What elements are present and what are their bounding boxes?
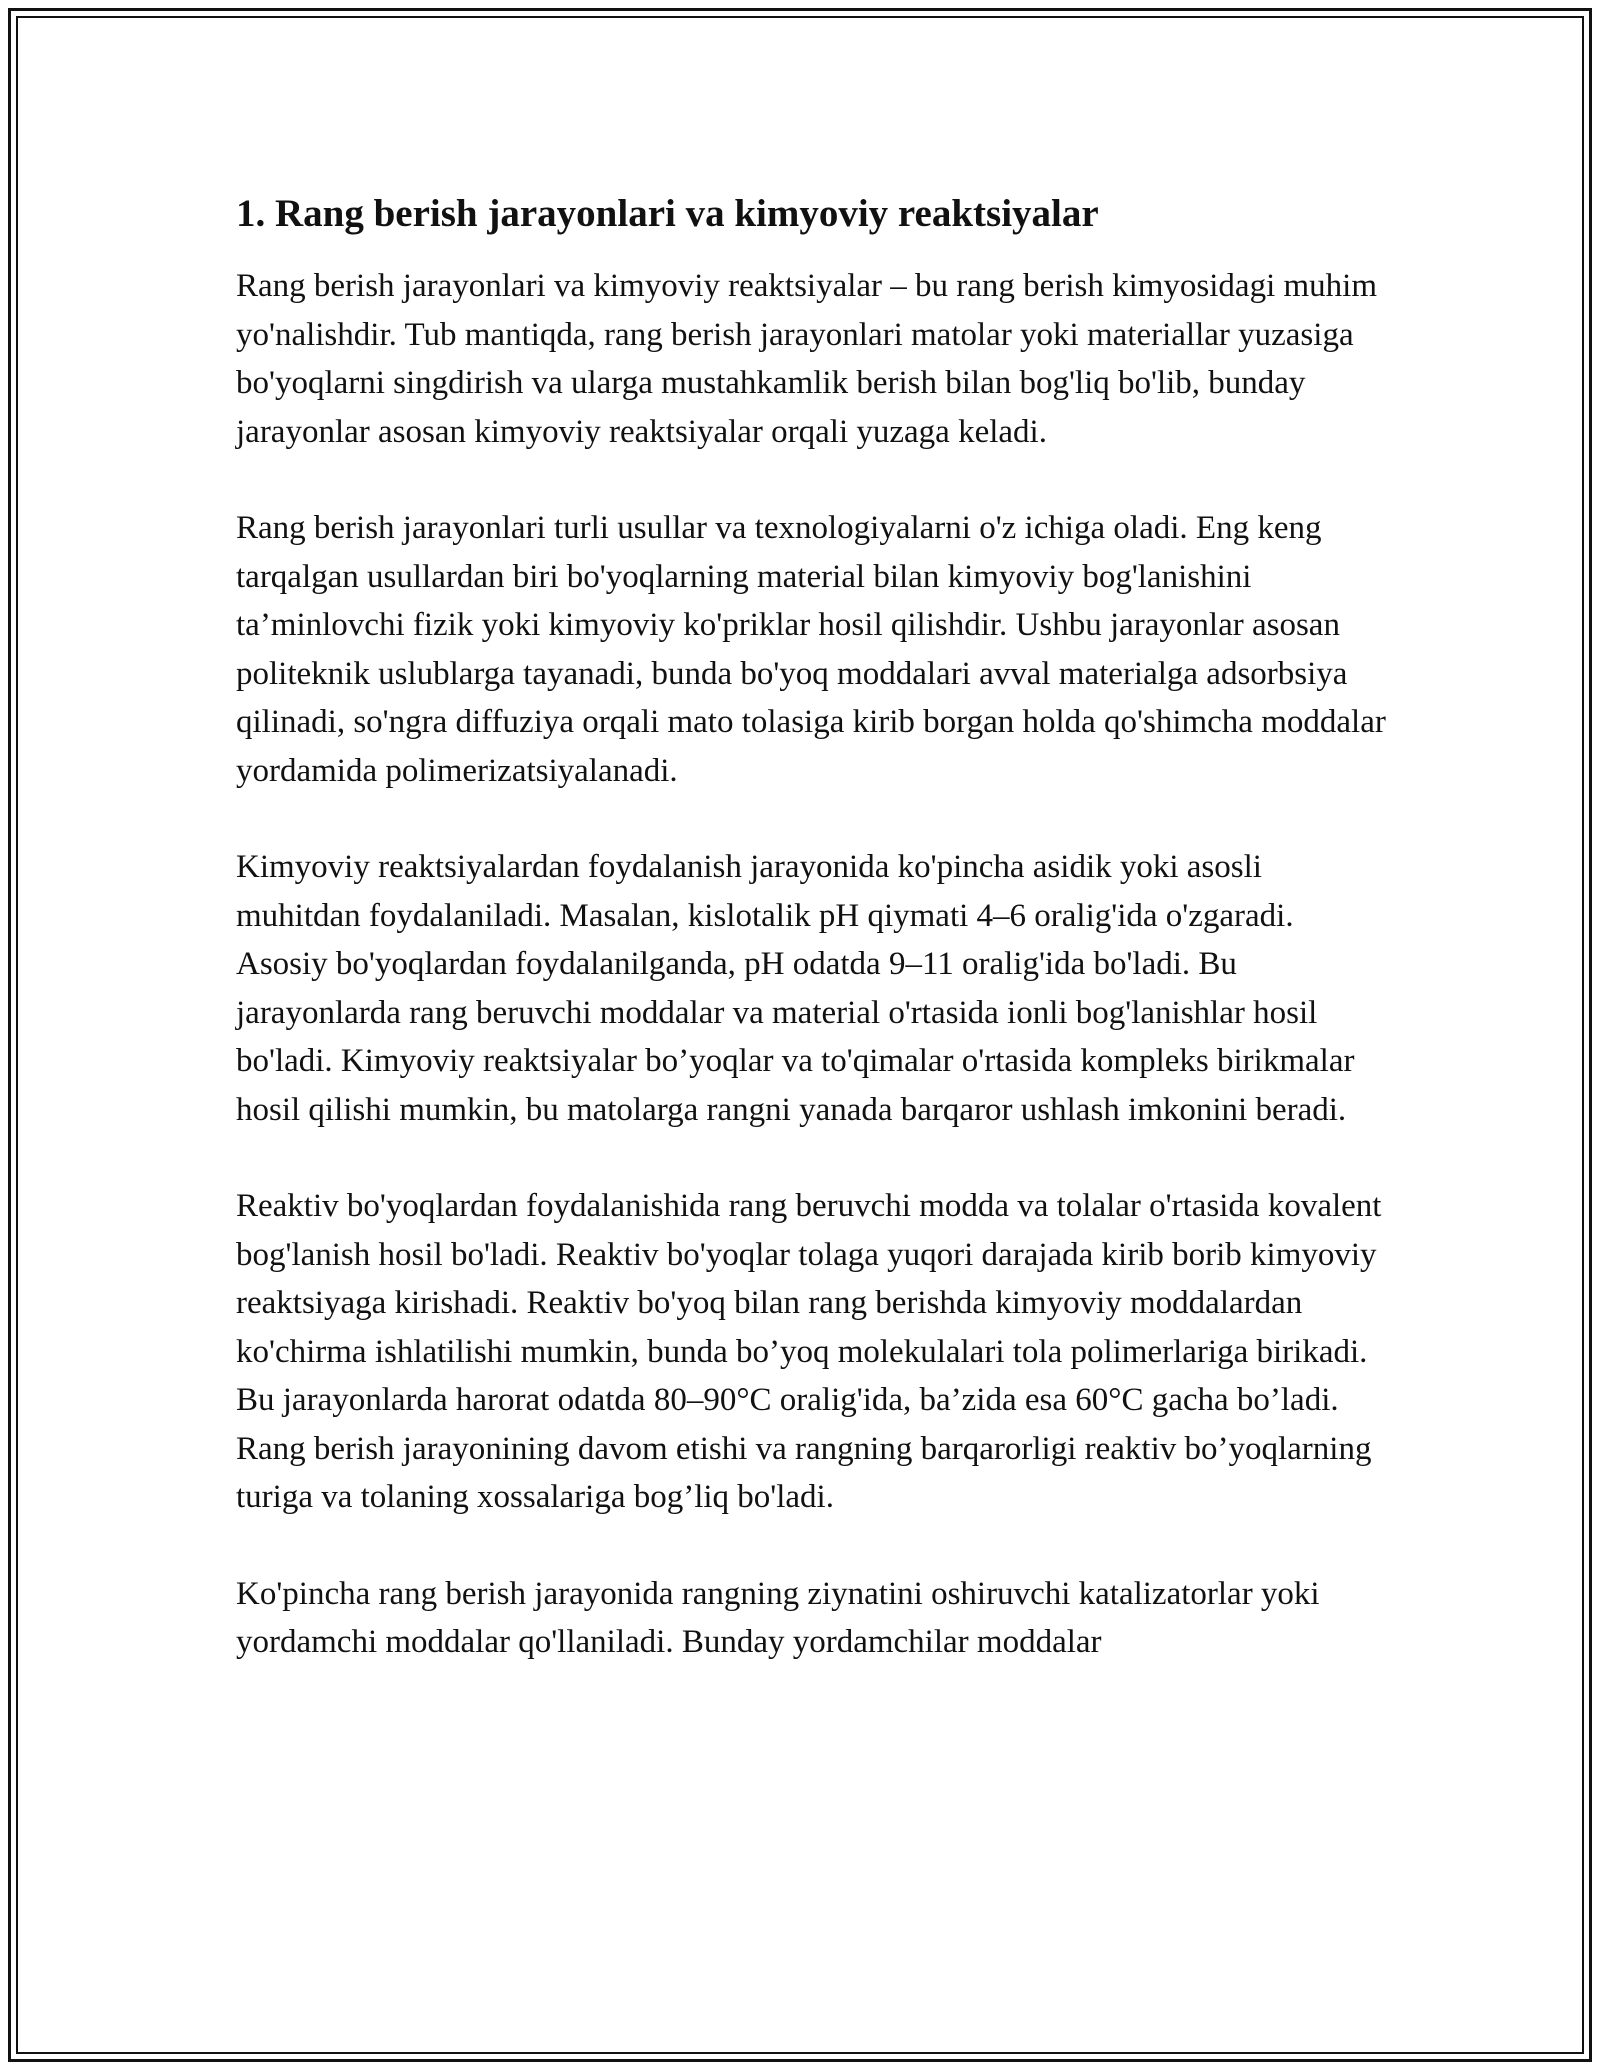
paragraph-2: Rang berish jarayonlari turli usullar va texnologiyalarni o'z ichiga oladi. Eng keng tarqalgan usullardan biri bo'yoqlarning material bilan kimyoviy bog'lanishini ta’minlovchi fizik yoki kimyoviy ko'priklar hosil qilishdir. Ushbu jarayonlar asosan politeknik uslublarga tayanadi, bunda bo'yoq moddalari avval materialga adsorbsiya qilinadi, so'ngra diffuziya orqali mato tolasiga kirib borgan holda qo'shimcha moddalar yordamida polimerizatsiyalanadi. [236, 510, 1386, 789]
paragraph-5: Ko'pincha rang berish jarayonida rangning ziynatini oshiruvchi katalizatorlar yoki yordamchi moddalar qo'llaniladi. Bunday yordamchilar moddalar [236, 1575, 1320, 1660]
paragraph-4: Reaktiv bo'yoqlardan foydalanishida rang beruvchi modda va tolalar o'rtasida kovalent bog'lanish hosil bo'ladi. Reaktiv bo'yoqlar tolaga yuqori darajada kirib borib kimyoviy reaktsiyaga kirishadi. Reaktiv bo'yoq bilan rang berishda kimyoviy moddalardan ko'chirma ishlatilishi mumkin, bunda bo’yoq molekulalari tola polimerlariga birikadi. Bu jarayonlarda harorat odatda 80–90°C oralig'ida, ba’zida esa 60°C gacha bo’ladi. Rang berish jarayonining davom etishi va rangning barqarorligi reaktiv bo’yoqlarning turiga va tolaning xossalariga bog’liq bo'ladi. [236, 1188, 1382, 1515]
section-heading: 1. Rang berish jarayonlari va kimyoviy reaktsiyalar [236, 192, 1099, 235]
paragraph-1: Rang berish jarayonlari va kimyoviy reaktsiyalar – bu rang berish kimyosidagi muhim yo'nalishdir. Tub mantiqda, rang berish jarayonlari matolar yoki materiallar yuzasiga bo'yoqlarni singdirish va ularga mustahkamlik berish bilan bog'liq bo'lib, bunday jarayonlar asosan kimyoviy reaktsiyalar orqali yuzaga keladi. [236, 268, 1377, 450]
paragraph-3: Kimyoviy reaktsiyalardan foydalanish jarayonida ko'pincha asidik yoki asosli muhitdan foydalaniladi. Masalan, kislotalik pH qiymati 4–6 oralig'ida o'zgaradi. Asosiy bo'yoqlardan foydalanilganda, pH odatda 9–11 oralig'ida bo'ladi. Bu jarayonlarda rang beruvchi moddalar va material o'rtasida ionli bog'lanishlar hosil bo'ladi. Kimyoviy reaktsiyalar bo’yoqlar va to'qimalar o'rtasida kompleks birikmalar hosil qilishi mumkin, bu matolarga rangni yanada barqaror ushlash imkonini beradi. [236, 849, 1355, 1128]
document-body [236, 188, 1386, 1715]
